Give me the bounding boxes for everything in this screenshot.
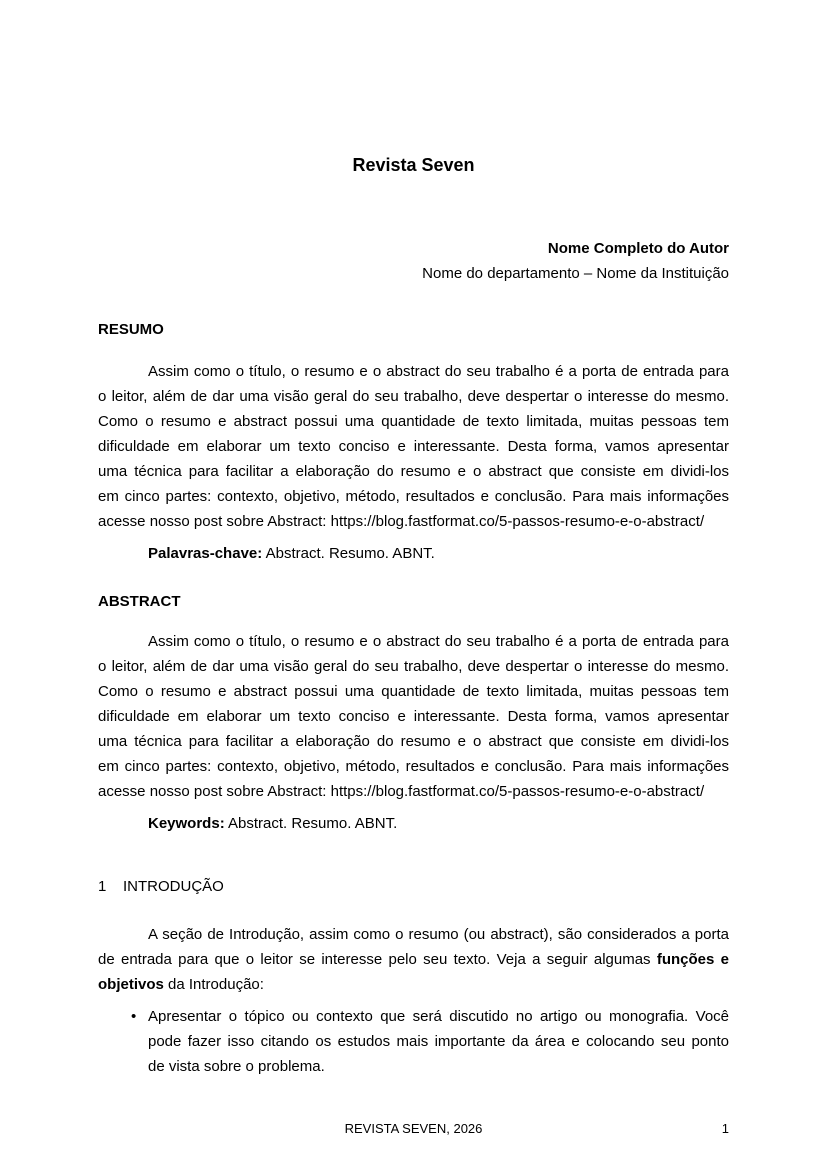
footer-journal: REVISTA SEVEN, 2026 xyxy=(344,1121,483,1136)
introducao-bold: objetivos xyxy=(98,976,164,993)
bullet-icon: • xyxy=(131,1008,137,1025)
resumo-line: dificuldade em elaborar um texto conciso e interessante. Desta forma, vamos apresentar xyxy=(98,438,729,455)
introducao-text: de entrada para que o leitor se interesse pelo seu texto. Veja a seguir algumas xyxy=(98,951,657,968)
introducao-body xyxy=(98,922,729,997)
abstract-line: uma técnica para facilitar a elaboração do resumo e o abstract que consiste em dividi-los xyxy=(98,733,729,750)
author-block xyxy=(422,236,729,286)
page-number: 1 xyxy=(721,1121,729,1136)
introducao-bullet-list xyxy=(98,1004,729,1079)
bullet-line: de vista sobre o problema. xyxy=(148,1058,325,1075)
resumo-line: Como o resumo e abstract possui uma quantidade de texto limitada, muitas pessoas tem xyxy=(98,413,729,430)
paper-title: Revista Seven xyxy=(352,155,475,175)
introducao-line xyxy=(98,947,729,972)
abstract-line: Como o resumo e abstract possui uma quantidade de texto limitada, muitas pessoas tem xyxy=(98,683,729,700)
abstract-keywords-label: Keywords: xyxy=(148,815,225,832)
resumo-heading: RESUMO xyxy=(98,321,164,338)
section-heading-introducao xyxy=(98,878,224,895)
abstract-line: em cinco partes: contexto, objetivo, método, resultados e conclusão. Para mais informações xyxy=(98,758,729,775)
abstract-line: o leitor, além de dar uma visão geral do seu trabalho, deve despertar o interesse do mesmo. xyxy=(98,658,729,675)
resumo-line: Assim como o título, o resumo e o abstract do seu trabalho é a porta de entrada para xyxy=(148,363,729,380)
introducao-text: da Introdução: xyxy=(163,976,264,993)
section-title: INTRODUÇÃO xyxy=(123,878,224,895)
resumo-line: em cinco partes: contexto, objetivo, método, resultados e conclusão. Para mais informações xyxy=(98,488,729,505)
introducao-line xyxy=(98,972,729,997)
author-affiliation: Nome do departamento – Nome da Instituição xyxy=(422,265,729,282)
resumo-body xyxy=(98,359,729,534)
resumo-line: o leitor, além de dar uma visão geral do seu trabalho, deve despertar o interesse do mesmo. xyxy=(98,388,729,405)
paper-page xyxy=(98,0,729,1170)
list-item xyxy=(98,1004,729,1079)
resumo-keywords-value: Abstract. Resumo. ABNT. xyxy=(265,545,435,562)
resumo-keywords xyxy=(148,545,435,562)
bullet-line: pode fazer isso citando os estudos mais importante da área e colocando seu ponto xyxy=(148,1033,729,1050)
resumo-line: acesse nosso post sobre Abstract: https://blog.fastformat.co/5-passos-resumo-e-o-abstract/ xyxy=(98,513,705,530)
author-name: Nome Completo do Autor xyxy=(547,240,729,257)
abstract-keywords-value: Abstract. Resumo. ABNT. xyxy=(228,815,398,832)
resumo-keywords-label: Palavras-chave: xyxy=(148,545,263,562)
section-number: 1 xyxy=(98,878,107,895)
abstract-heading: ABSTRACT xyxy=(98,593,181,610)
resumo-line: uma técnica para facilitar a elaboração do resumo e o abstract que consiste em dividi-los xyxy=(98,463,729,480)
abstract-keywords xyxy=(148,815,397,832)
abstract-line: Assim como o título, o resumo e o abstract do seu trabalho é a porta de entrada para xyxy=(148,633,729,650)
abstract-line: acesse nosso post sobre Abstract: https://blog.fastformat.co/5-passos-resumo-e-o-abstract/ xyxy=(98,783,705,800)
abstract-body xyxy=(98,629,729,804)
introducao-bold: funções e xyxy=(656,951,730,968)
bullet-line: Apresentar o tópico ou contexto que será discutido no artigo ou monografia. Você xyxy=(148,1008,729,1025)
abstract-line: dificuldade em elaborar um texto conciso e interessante. Desta forma, vamos apresentar xyxy=(98,708,729,725)
introducao-line: A seção de Introdução, assim como o resumo (ou abstract), são considerados a porta xyxy=(148,926,729,943)
